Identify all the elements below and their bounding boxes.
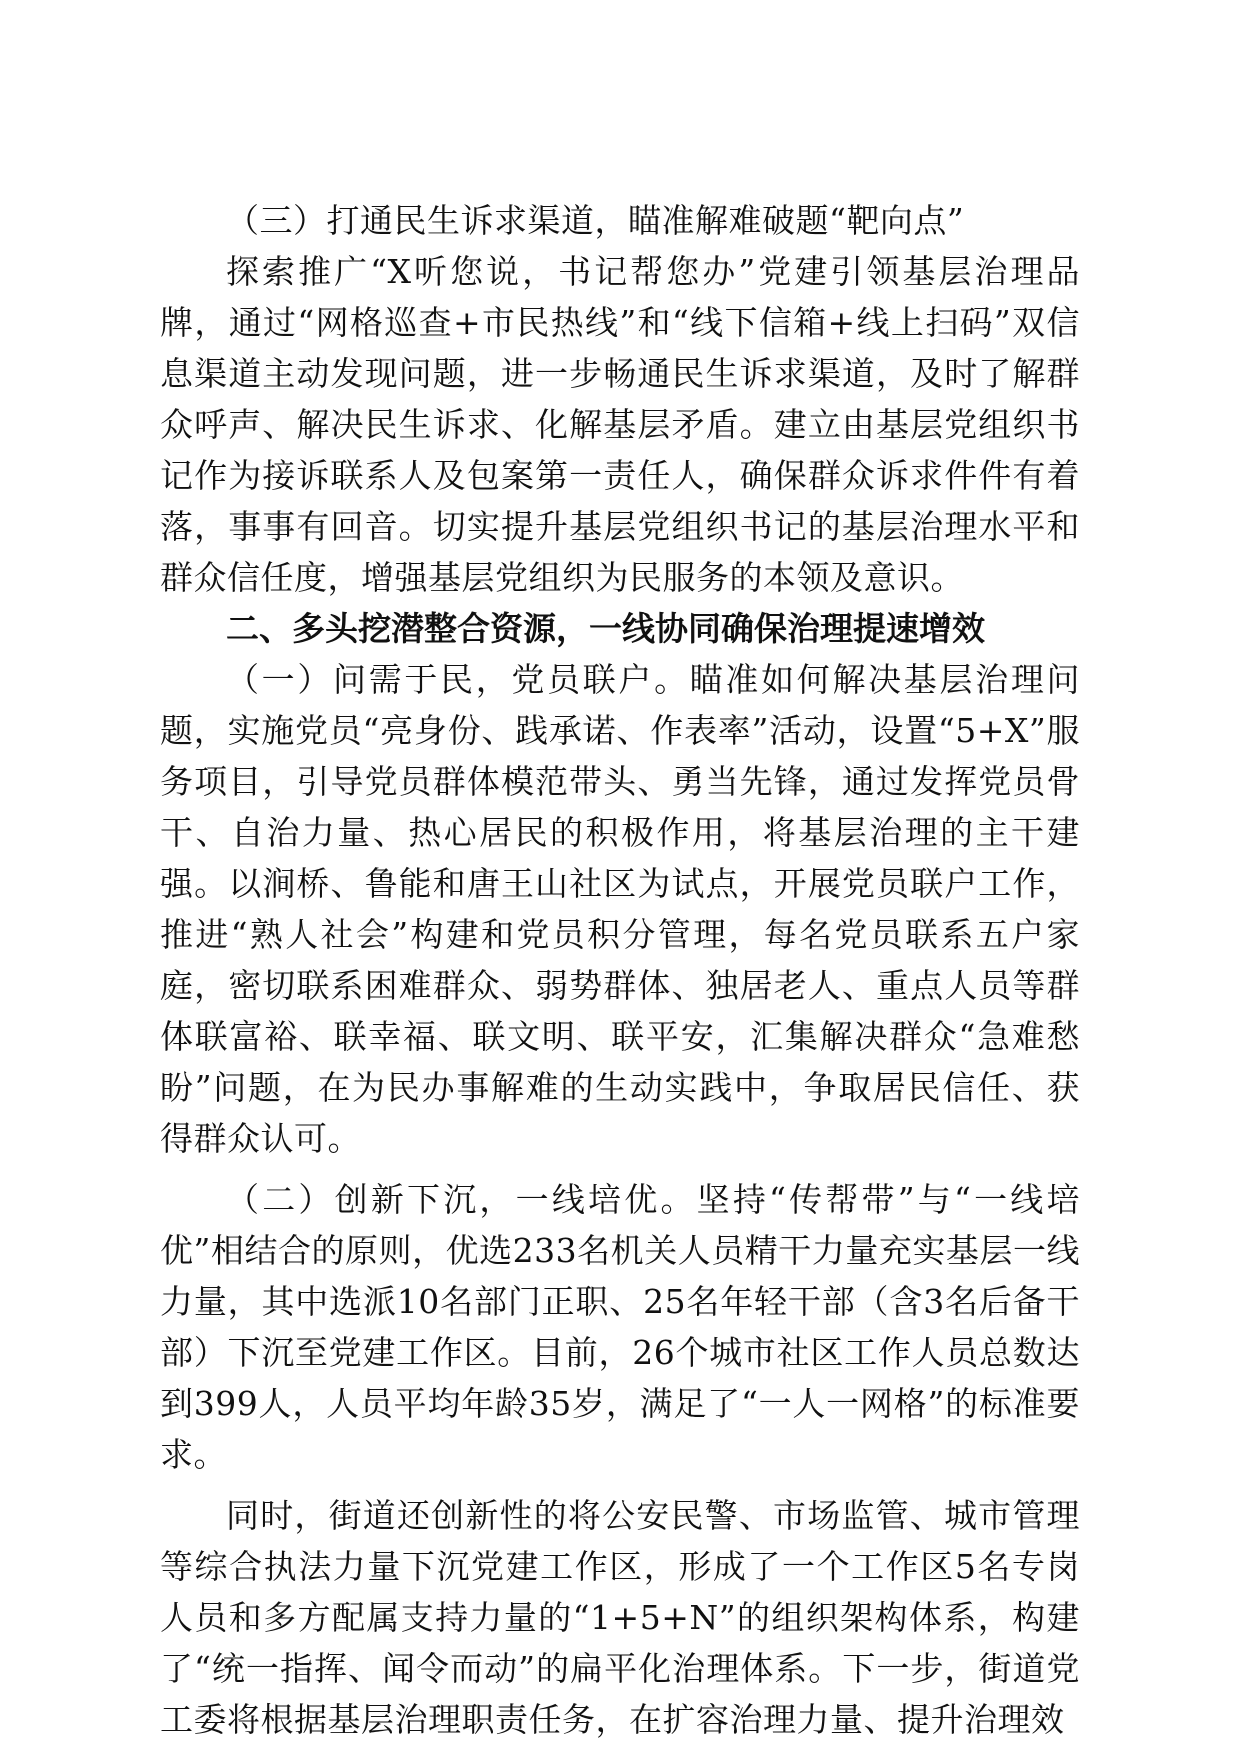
paragraph-party-members: （一）问需于民，党员联户。瞄准如何解决基层治理问题，实施党员“亮身份、践承诺、作表率”活动，设置“5+X”服务项目，引导党员群体模范带头、勇当先锋，通过发挥党员骨干、自治力量、热心居民的积极作用，将基层治理的主干建强。以涧桥、鲁能和唐王山社区为试点，开展党员联户工作，推进“熟人社会”构建和党员积分管理，每名党员联系五户家庭，密切联系困难群众、弱势群体、独居老人、重点人员等群体联富裕、联幸福、联文明、联平安，汇集解决群众“急难愁盼”问题，在为民办事解难的生动实践中，争取居民信任、获得群众认可。	[160, 660, 1080, 1158]
paragraph-channels: 探索推广“X听您说，书记帮您办”党建引领基层治理品牌，通过“网格巡查+市民热线”和“线下信箱+线上扫码”双信息渠道主动发现问题，进一步畅通民生诉求渠道，及时了解群众呼声、解决民生诉求、化解基层矛盾。建立由基层党组织书记作为接诉联系人及包案第一责任人，确保群众诉求件件有着落，事事有回音。切实提升基层党组织书记的基层治理水平和群众信任度，增强基层党组织为民服务的本领及意识。	[160, 252, 1080, 597]
section-heading-2: 二、多头挖潜整合资源，一线协同确保治理提速增效	[226, 609, 985, 648]
paragraph-innovation: （二）创新下沉，一线培优。坚持“传帮带”与“一线培优”相结合的原则，优选233名机关人员精干力量充实基层一线力量，其中选派10名部门正职、25名年轻干部（含3名后备干部）下沉至党建工作区。目前，26个城市社区工作人员总数达到399人，人员平均年龄35岁，满足了“一人一网格”的标准要求。	[160, 1180, 1080, 1474]
subsection-heading-3: （三）打通民生诉求渠道，瞄准解难破题“靶向点”	[226, 201, 965, 240]
document-page	[160, 195, 1080, 1745]
paragraph-meanwhile: 同时，街道还创新性的将公安民警、市场监管、城市管理等综合执法力量下沉党建工作区，形成了一个工作区5名专岗人员和多方配属支持力量的“1+5+N”的组织架构体系，构建了“统一指挥、闻令而动”的扁平化治理体系。下一步，街道党工委将根据基层治理职责任务，在扩容治理力量、提升治理效	[160, 1496, 1080, 1739]
